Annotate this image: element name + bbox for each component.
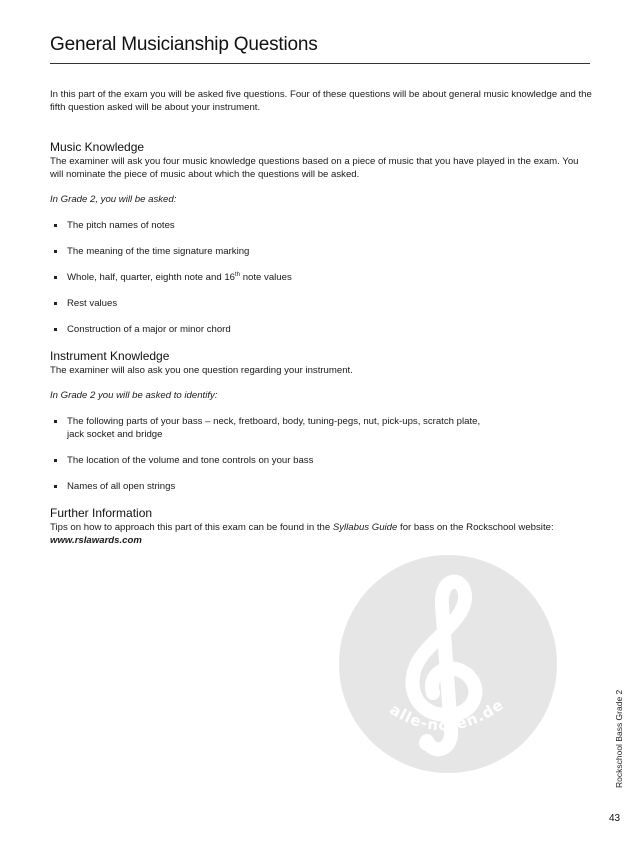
list-item-text — [67, 272, 292, 283]
list-item-text-continued: jack socket and bridge — [67, 429, 163, 440]
further-information-section — [50, 506, 592, 547]
instrument-knowledge-list — [50, 415, 592, 493]
music-knowledge-note: In Grade 2, you will be asked: — [50, 194, 177, 205]
list-item — [50, 480, 592, 493]
bullet-icon — [54, 224, 57, 227]
list-item — [50, 297, 592, 310]
text-part: for bass on the Rockschool website: — [397, 522, 554, 533]
title-underline — [50, 63, 590, 64]
instrument-knowledge-heading: Instrument Knowledge — [50, 349, 170, 363]
list-item — [50, 245, 592, 258]
list-item — [50, 271, 592, 284]
instrument-knowledge-note: In Grade 2 you will be asked to identify: — [50, 390, 218, 401]
list-item — [50, 415, 592, 441]
music-knowledge-section — [50, 140, 592, 336]
further-information-heading: Further Information — [50, 506, 153, 520]
bullet-icon — [54, 276, 57, 279]
list-item-text: The following parts of your bass – neck, fretboard, body, tuning-pegs, nut, pick-ups, scratch plate, — [67, 416, 481, 427]
bullet-icon — [54, 485, 57, 488]
list-item-text: Construction of a major or minor chord — [67, 324, 231, 335]
list-item-text-part: note values — [240, 272, 292, 283]
page-title: General Musicianship Questions — [50, 34, 318, 55]
list-item-text-part: Whole, half, quarter, eighth note and 16 — [67, 272, 236, 283]
superscript: th — [235, 272, 241, 278]
bullet-icon — [54, 420, 57, 423]
list-item — [50, 219, 592, 232]
music-knowledge-text: The examiner will ask you four music knowledge questions based on a piece of music that you have played in the exam. You will nominate the piece of music about which the questions will be asked. — [50, 156, 579, 180]
instrument-knowledge-section — [50, 349, 592, 493]
list-item-text: The pitch names of notes — [67, 220, 175, 231]
music-knowledge-list — [50, 219, 592, 336]
further-information-text — [50, 521, 592, 534]
instrument-knowledge-text: The examiner will also ask you one question regarding your instrument. — [50, 365, 353, 376]
list-item-text: Rest values — [67, 298, 118, 309]
list-item — [50, 323, 592, 336]
watermark-treble-clef-icon — [339, 555, 557, 773]
bullet-icon — [54, 328, 57, 331]
watermark-text: alle-noten.de — [386, 695, 508, 735]
intro-paragraph: In this part of the exam you will be asked five questions. Four of these questions will be about general music knowledge and the fifth question asked will be about your instrument. — [50, 89, 592, 113]
website-link[interactable]: www.rslawards.com — [50, 535, 142, 546]
list-item-text: Names of all open strings — [67, 481, 176, 492]
bullet-icon — [54, 250, 57, 253]
bullet-icon — [54, 459, 57, 462]
music-knowledge-heading: Music Knowledge — [50, 140, 145, 154]
document-body — [50, 88, 592, 547]
page-number: 43 — [609, 813, 621, 824]
bullet-icon — [54, 302, 57, 305]
list-item-text: The meaning of the time signature marking — [67, 246, 250, 257]
list-item-text: The location of the volume and tone controls on your bass — [67, 455, 314, 466]
text-part: Tips on how to approach this part of this exam can be found in the — [50, 522, 333, 533]
list-item — [50, 454, 592, 467]
syllabus-guide-title: Syllabus Guide — [332, 522, 398, 533]
side-label: Rockschool Bass Grade 2 — [614, 689, 624, 788]
